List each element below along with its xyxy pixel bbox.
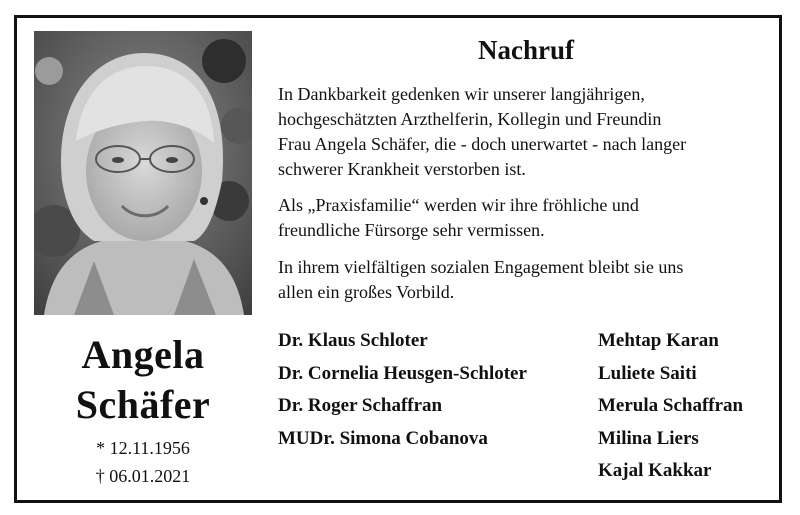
paragraph-line: hochgeschätzten Arzthelferin, Kollegin und Freundin — [278, 109, 662, 129]
paragraph-line: In Dankbarkeit gedenken wir unserer langjährigen, — [278, 84, 645, 104]
paragraph-line: Frau Angela Schäfer, die - doch unerwartet - nach langer — [278, 134, 687, 154]
tribute-paragraph-2 — [278, 193, 778, 243]
paragraph-line: Als „Praxisfamilie“ werden wir ihre fröhliche und — [278, 195, 639, 215]
signature-name: Mehtap Karan — [598, 330, 719, 351]
signature-name: Dr. Roger Schaffran — [278, 395, 443, 416]
signatures-staff — [598, 325, 743, 488]
signature-name: Dr. Klaus Schloter — [278, 330, 428, 351]
signature-name: Kajal Kakkar — [598, 460, 712, 481]
signature-name: Milina Liers — [598, 427, 699, 449]
paragraph-line: schwerer Krankheit verstorben ist. — [278, 159, 526, 179]
portrait-photo — [34, 31, 252, 315]
deceased-name — [34, 330, 252, 430]
signatures-doctors — [278, 325, 527, 455]
signature-name: Dr. Cornelia Heusgen-Schloter — [278, 362, 527, 384]
life-dates — [34, 434, 252, 490]
paragraph-line: allen ein großes Vorbild. — [278, 282, 455, 302]
death-date: † 06.01.2021 — [95, 466, 191, 486]
birth-date: * 12.11.1956 — [96, 438, 190, 458]
signature-name: Luliete Saiti — [598, 362, 697, 384]
tribute-paragraph-1 — [278, 82, 778, 182]
deceased-first-name: Angela — [81, 332, 205, 377]
paragraph-line: freundliche Fürsorge sehr vermissen. — [278, 220, 545, 240]
signature-name: MUDr. Simona Cobanova — [278, 427, 488, 449]
notice-title: Nachruf — [478, 35, 574, 65]
signature-name: Merula Schaffran — [598, 395, 744, 416]
paragraph-line: In ihrem vielfältigen sozialen Engagement bleibt sie uns — [278, 257, 684, 277]
tribute-paragraph-3 — [278, 255, 778, 305]
deceased-last-name: Schäfer — [75, 382, 211, 427]
